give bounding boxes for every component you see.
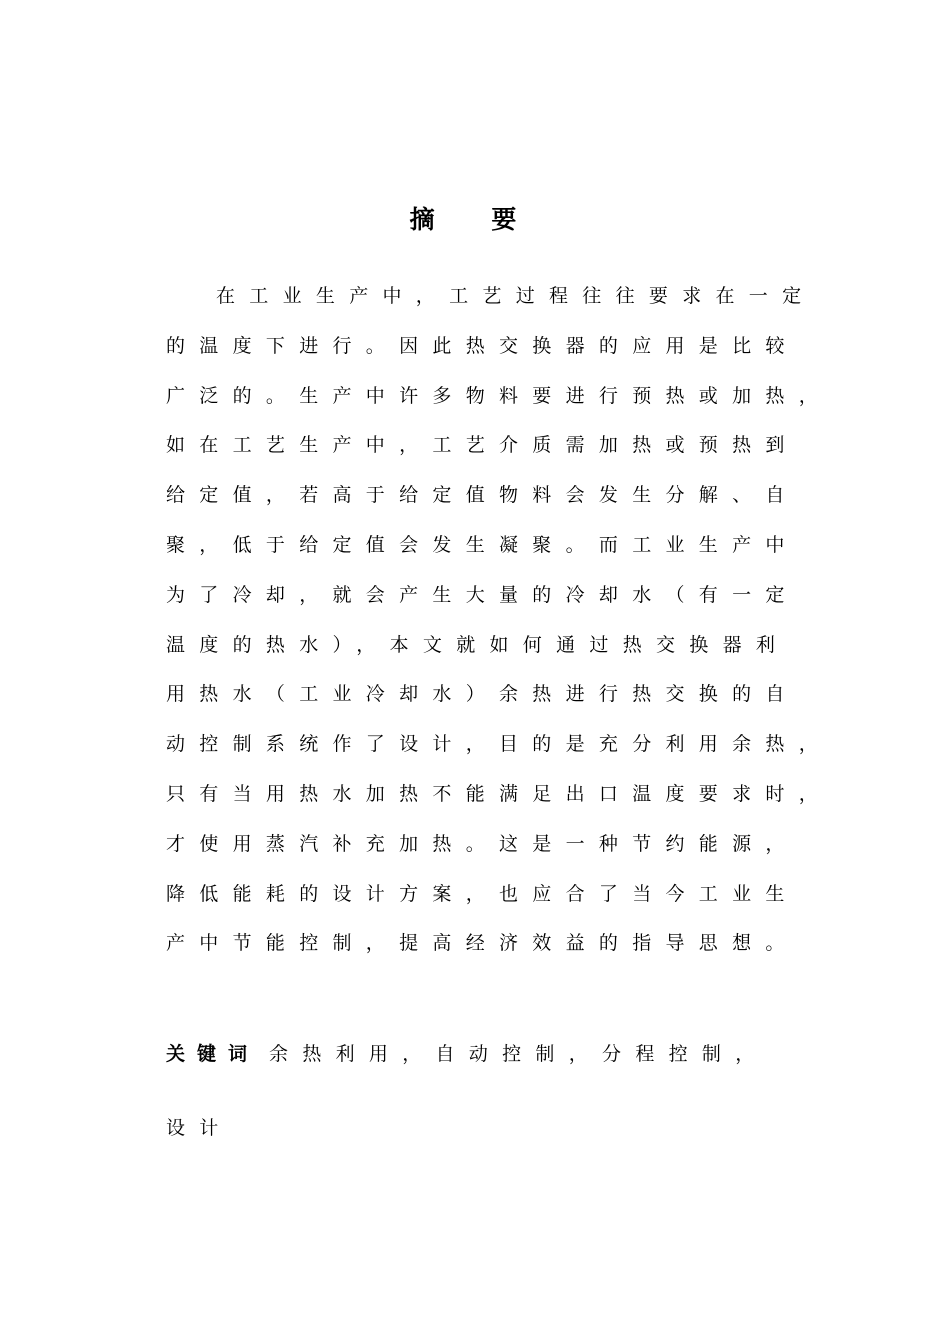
abstract-line: 用热水（工业冷却水）余热进行热交换的自 [166,683,799,706]
abstract-line: 动控制系统作了设计，目的是充分利用余热， [166,733,833,756]
abstract-line: 聚，低于给定值会发生凝聚。而工业生产中 [166,533,799,556]
abstract-line: 如在工艺生产中，工艺介质需加热或预热到 [166,434,799,457]
abstract-line: 为了冷却，就会产生大量的冷却水（有一定 [166,583,799,606]
abstract-line: 在工业生产中，工艺过程往往要求在一定 [216,285,816,307]
keywords-continuation: 设计 [166,1117,233,1139]
abstract-line: 降低能耗的设计方案，也应合了当今工业生 [166,882,799,905]
abstract-title: 摘 要 [409,205,541,234]
abstract-line: 给定值，若高于给定值物料会发生分解、自 [166,484,799,507]
abstract-line: 温度的热水），本文就如何通过热交换器利 [166,633,790,656]
abstract-line: 产中节能控制，提高经济效益的指导思想。 [166,932,799,955]
keywords-line [166,1032,769,1076]
abstract-line: 广泛的。生产中许多物料要进行预热或加热， [166,384,833,407]
abstract-line: 只有当用热水加热不能满足出口温度要求时， [166,782,833,805]
keywords-label: 关键词 [166,1043,260,1065]
abstract-body [166,272,846,969]
keywords-text: 余热利用，自动控制，分程控制， [269,1043,769,1065]
abstract-line: 才使用蒸汽补充加热。这是一种节约能源， [166,832,799,855]
abstract-line: 的温度下进行。因此热交换器的应用是比较 [166,334,799,357]
